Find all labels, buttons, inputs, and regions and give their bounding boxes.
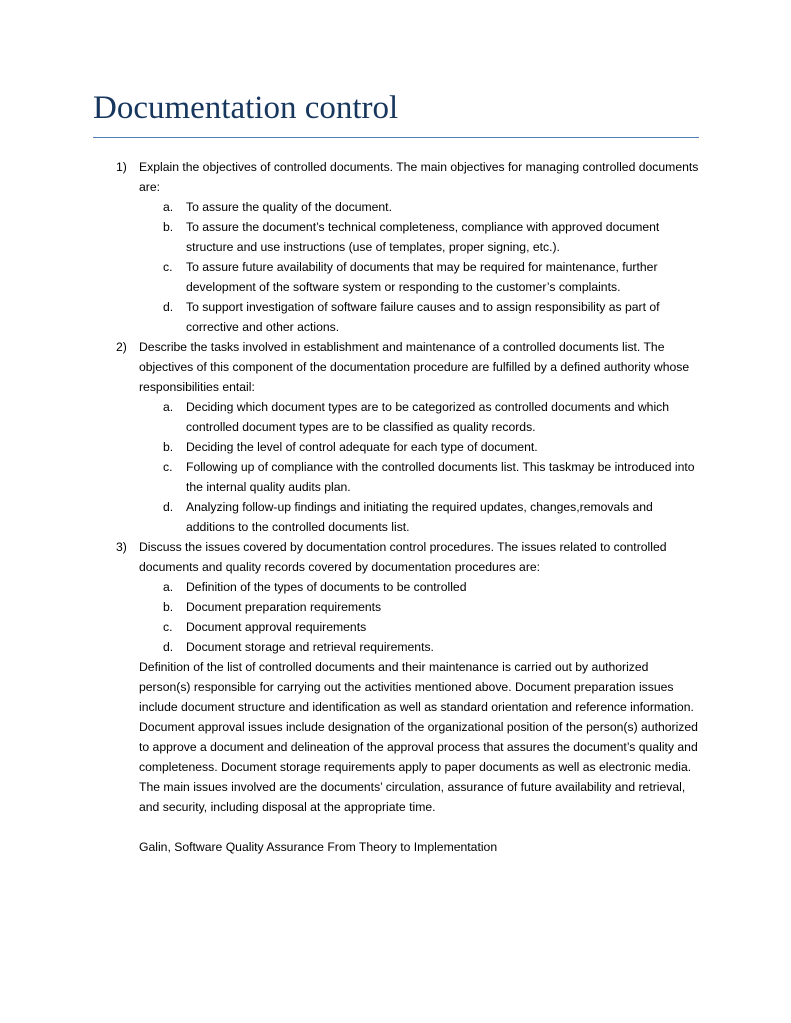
item-letter: a. [163, 580, 174, 594]
item-text: Document preparation requirements [186, 600, 382, 614]
document-body [0, 157, 791, 857]
section-1 [0, 157, 791, 197]
section-2 [0, 337, 791, 397]
item-text: To assure the quality of the document. [186, 200, 392, 214]
section-2-item-d [0, 497, 791, 537]
item-letter: c. [163, 620, 173, 634]
item-letter: b. [163, 220, 174, 234]
section-3-item-a [0, 577, 791, 597]
item-text: Deciding which document types are to be categorized as controlled documents and which controlled document types are to be classified as quality records. [186, 400, 670, 434]
section-1-item-b [0, 217, 791, 257]
section-text: Discuss the issues covered by documentation control procedures. The issues related to controlled documents and quality records covered by documentation procedures are: [139, 540, 667, 574]
item-letter: d. [163, 300, 174, 314]
item-text: Definition of the types of documents to be controlled [186, 580, 467, 594]
item-text: Deciding the level of control adequate for each type of document. [186, 440, 538, 454]
section-2-item-b [0, 437, 791, 457]
section-3-item-d [0, 637, 791, 657]
section-text: Explain the objectives of controlled documents. The main objectives for managing controlled documents are: [139, 160, 699, 194]
section-3 [0, 537, 791, 577]
item-letter: c. [163, 260, 173, 274]
item-letter: b. [163, 600, 174, 614]
item-letter: c. [163, 460, 173, 474]
section-2-item-c [0, 457, 791, 497]
section-3-item-b [0, 597, 791, 617]
title-underline [93, 137, 699, 138]
closing-paragraph: Definition of the list of controlled documents and their maintenance is carried out by authorized person(s) responsible for carrying out the activities mentioned above. Document preparation issues include document structure and identification as well as standard orientation and reference information. Document approval issues include designation of the organizational position of the person(s) authorized to approve a document and delineation of the approval process that assures the document’s quality and completeness. Document storage requirements apply to paper documents as well as electronic media. The main issues involved are the documents’ circulation, assurance of future availability and retrieval, and security, including disposal at the appropriate time. [139, 660, 698, 814]
spacer [0, 817, 791, 837]
section-1-item-a [0, 197, 791, 217]
page-title: Documentation control [93, 90, 399, 126]
section-number: 3) [116, 540, 127, 554]
item-text: Document approval requirements [186, 620, 367, 634]
item-text: Document storage and retrieval requirements. [186, 640, 434, 654]
item-letter: a. [163, 200, 174, 214]
item-letter: d. [163, 640, 174, 654]
item-text: Following up of compliance with the controlled documents list. This taskmay be introduced into the internal quality audits plan. [186, 460, 695, 494]
item-text: To assure future availability of documents that may be required for maintenance, further development of the software system or responding to the customer’s complaints. [186, 260, 658, 294]
section-1-item-d [0, 297, 791, 337]
section-text: Describe the tasks involved in establishment and maintenance of a controlled documents list. The objectives of this component of the documentation procedure are fulfilled by a defined authority whose responsibilities entail: [139, 340, 690, 394]
section-2-item-a [0, 397, 791, 437]
item-letter: a. [163, 400, 174, 414]
item-text: Analyzing follow-up findings and initiating the required updates, changes,removals and additions to the controlled documents list. [186, 500, 653, 534]
item-text: To support investigation of software failure causes and to assign responsibility as part of corrective and other actions. [186, 300, 660, 334]
section-3-item-c [0, 617, 791, 637]
section-number: 1) [116, 160, 127, 174]
section-number: 2) [116, 340, 127, 354]
item-letter: d. [163, 500, 174, 514]
item-letter: b. [163, 440, 174, 454]
item-text: To assure the document’s technical completeness, compliance with approved document structure and use instructions (use of templates, proper signing, etc.). [186, 220, 660, 254]
source-citation: Galin, Software Quality Assurance From Theory to Implementation [139, 840, 498, 854]
section-1-item-c [0, 257, 791, 297]
